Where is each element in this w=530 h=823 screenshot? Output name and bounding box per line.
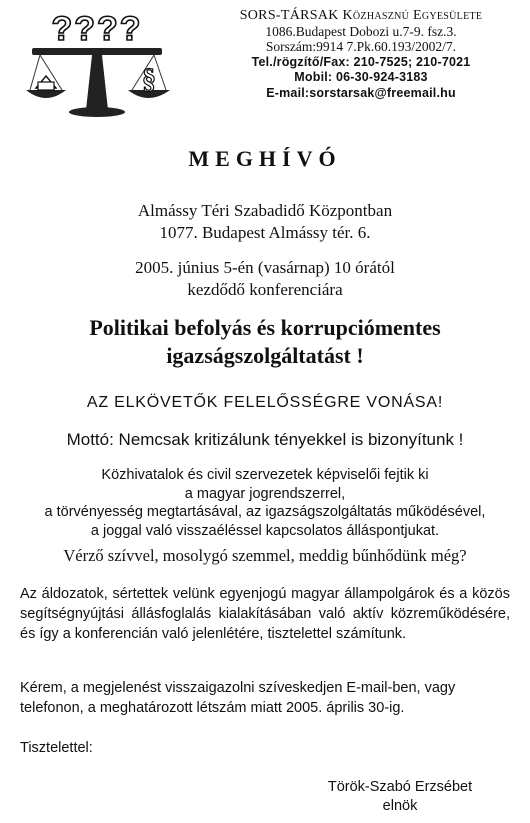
date-line-2: kezdődő konferenciára [187, 280, 343, 299]
intro-line-1: Közhivatalok és civil szervezetek képviselői fejtik ki [101, 467, 429, 483]
intro-paragraph [0, 466, 530, 540]
scales-of-justice-icon [22, 10, 172, 120]
intro-line-4: a joggal való visszaéléssel kapcsolatos álláspontjukat. [90, 522, 440, 539]
org-registration: Sorszám:9914 7.Pk.60.193/2002/7. [265, 39, 457, 54]
venue-line-2: 1077. Budapest Almássy tér. 6. [159, 223, 371, 242]
intro-line-2: a magyar jogrendszerrel, [184, 485, 346, 502]
org-phone-fax: Tel./rögzítő/Fax: 210-7525; 210-7021 [251, 54, 471, 69]
venue-line-1: Almássy Téri Szabadidő Központban [137, 201, 393, 220]
motto: Mottó: Nemcsak kritizálunk tényekkel is bizonyítunk ! [66, 430, 464, 449]
logo-question-marks: ???? [51, 10, 143, 48]
org-name: SORS-TÁRSAK Közhasznú Egyesülete [239, 8, 483, 23]
victims-paragraph: Az áldozatok, sértettek velünk egyenjogú magyar állampolgárok és a közös segítségnyújtási állásfoglalás kialakításában való aktív közreműködésére, és így a konferencián való jelenlétére, tisztelettel számítunk. [20, 586, 510, 642]
org-email: E-mail:sorstarsak@freemail.hu [266, 85, 456, 100]
headline-line-1: Politikai befolyás és korrupciómentes [89, 315, 441, 340]
org-header [196, 8, 526, 101]
headline-line-2: igazságszolgáltatást ! [166, 343, 364, 368]
event-date [0, 257, 530, 301]
signature-block [300, 778, 500, 816]
venue [0, 200, 530, 244]
date-line-1: 2005. június 5-én (vasárnap) 10 órától [135, 258, 395, 277]
greeting: Tisztelettel: [20, 740, 93, 756]
page-title: MEGHÍVÓ [188, 146, 342, 171]
rsvp-paragraph: Kérem, a megjelenést visszaigazolni szíveskedjen E-mail-ben, vagy telefonon, a meghatározott létszám miatt 2005. április 30-ig. [20, 680, 456, 716]
paragraph-sign-icon: § [142, 64, 156, 95]
signature-name: Török-Szabó Erzsébet [327, 779, 473, 795]
org-address: 1086.Budapest Dobozi u.7-9. fsz.3. [265, 23, 457, 39]
scale-post [86, 55, 108, 110]
scale-beam [32, 48, 162, 55]
headline [0, 314, 530, 370]
left-pan [26, 90, 66, 98]
signature-role: elnök [382, 798, 418, 814]
intro-line-3: a törvényesség megtartásával, az igazságszolgáltatás működésével, [44, 504, 486, 520]
org-mobile: Mobil: 06-30-924-3183 [294, 70, 428, 84]
accused-heading: AZ ELKÖVETŐK FELELŐSSÉGRE VONÁSA! [86, 394, 444, 411]
rhetorical-question: Vérző szívvel, mosolygó szemmel, meddig bűnhődünk még? [63, 546, 467, 565]
